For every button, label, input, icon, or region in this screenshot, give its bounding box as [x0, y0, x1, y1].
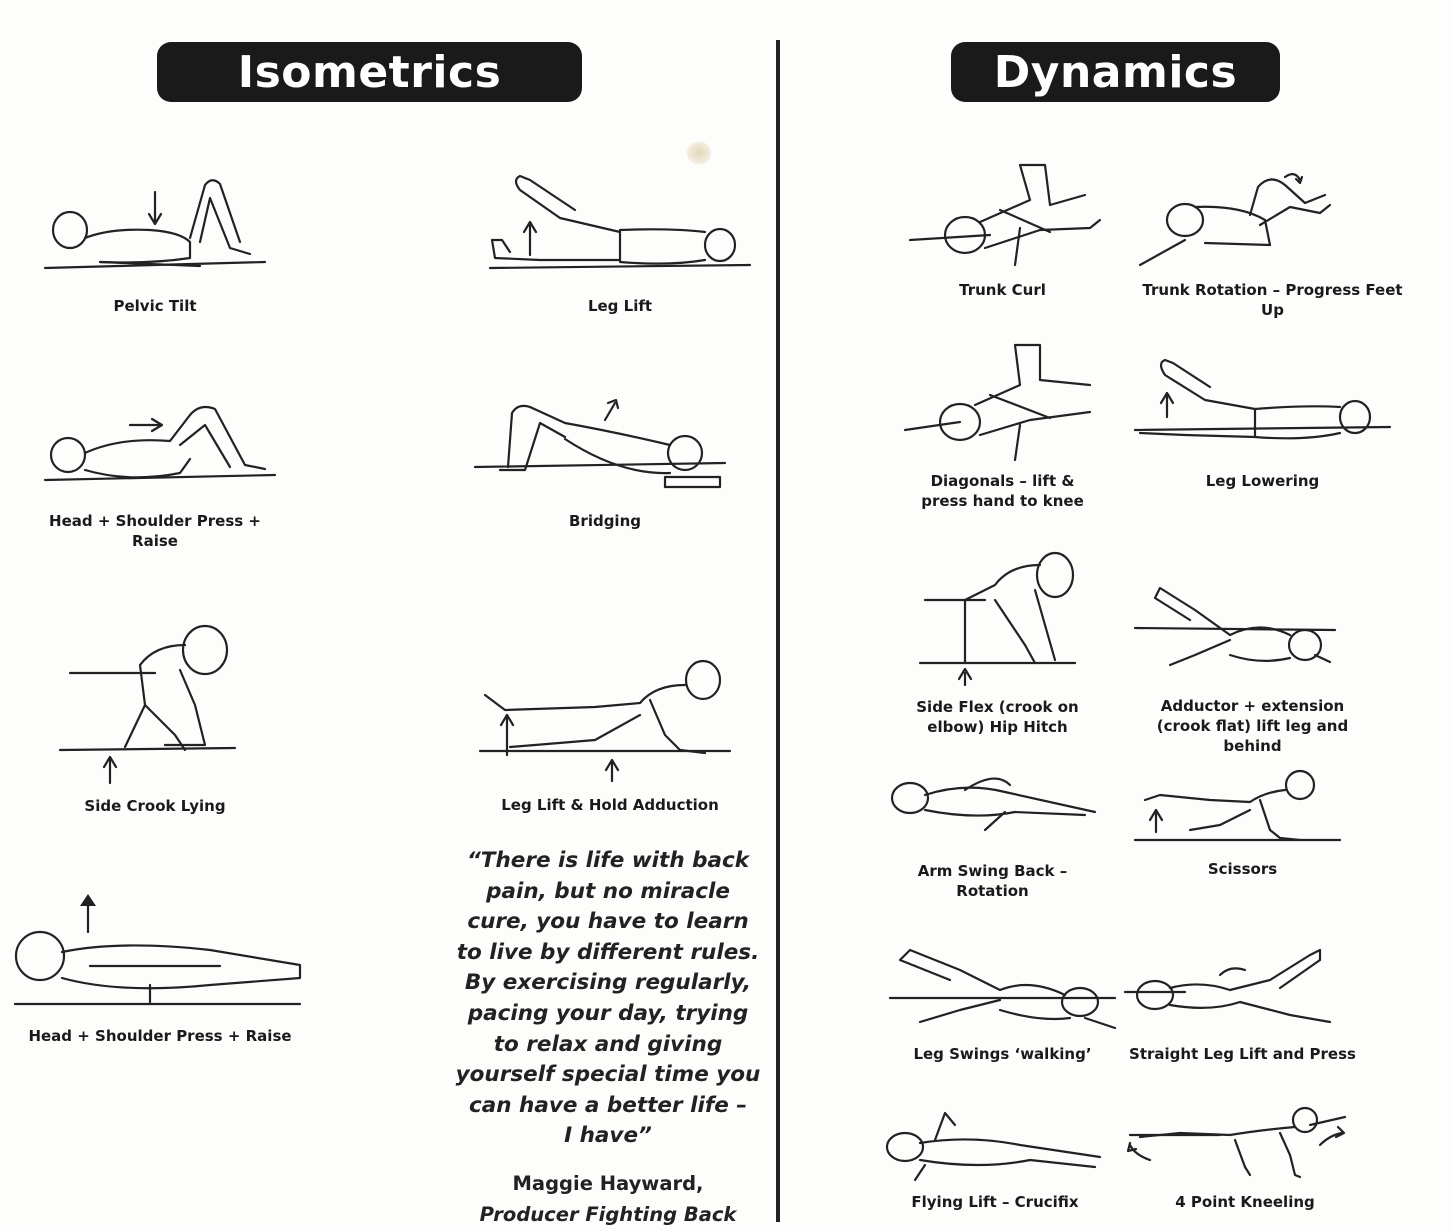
isometrics-heading: [157, 42, 582, 102]
exercise-head-shoulder-press-raise: [30, 395, 280, 550]
isometrics-heading-text: Isometrics: [237, 46, 502, 98]
exercise-caption: Pelvic Tilt: [113, 297, 197, 315]
bridging-figure: [470, 395, 740, 490]
quote-author-role: Producer Fighting Back: [479, 1203, 737, 1226]
exercise-caption: Trunk Rotation – Progress Feet Up: [1142, 281, 1403, 319]
quote-line: “There is life with back: [466, 848, 750, 873]
exercise-bridging: [470, 395, 740, 535]
exercise-caption: Head + Shoulder Press + Raise: [28, 1027, 292, 1045]
exercise-straight-leg-lift-press: [1120, 940, 1365, 1065]
quote-line: yourself special time you: [455, 1062, 761, 1088]
exercise-caption: Scissors: [1207, 860, 1278, 878]
exercise-caption: Leg Lift: [587, 297, 653, 315]
quote-line: cure, you have to learn: [467, 909, 749, 935]
exercise-caption: Leg Lift & Hold Adduction: [501, 796, 719, 814]
exercise-caption: Leg Lowering: [1205, 472, 1320, 490]
arm-swing-figure: [885, 770, 1100, 850]
quote-line: By exercising regularly,: [464, 970, 752, 996]
adductor-extension-figure: [1130, 580, 1375, 680]
side-flex-figure: [915, 545, 1080, 675]
exercise-caption: Diagonals – lift & press hand to knee: [921, 472, 1084, 510]
leg-lift-adduction-figure: [475, 655, 745, 785]
leg-lowering-figure: [1125, 355, 1400, 455]
exercise-caption: Leg Swings ‘walking’: [913, 1045, 1092, 1063]
exercise-caption: Head + Shoulder Press + Raise: [49, 512, 261, 550]
exercise-caption: 4 Point Kneeling: [1175, 1193, 1315, 1211]
head-shoulder-press-figure: [30, 395, 280, 490]
exercise-caption: Straight Leg Lift and Press: [1129, 1045, 1356, 1063]
leg-lift-figure: [480, 170, 760, 270]
leg-swings-figure: [880, 940, 1125, 1030]
exercise-caption: Trunk Curl: [959, 281, 1046, 299]
paper-stain: [686, 141, 712, 165]
exercise-caption: Side Crook Lying: [84, 797, 226, 815]
exercise-diagonals: [890, 340, 1115, 520]
exercise-leg-lift: [480, 170, 760, 320]
quote-line: pain, but no miracle: [486, 878, 730, 904]
side-crook-lying-figure: [55, 615, 255, 775]
trunk-curl-figure: [900, 160, 1105, 270]
exercise-scissors: [1130, 770, 1355, 885]
exercise-caption: Flying Lift – Crucifix: [911, 1193, 1079, 1211]
quote-line: to relax and giving: [493, 1031, 723, 1057]
exercise-caption: Arm Swing Back – Rotation: [917, 862, 1068, 900]
exercise-head-shoulder-press-raise-prone: [10, 890, 310, 1050]
diagonals-figure: [890, 340, 1115, 465]
exercise-trunk-curl: [900, 160, 1105, 305]
exercise-caption: Adductor + extension (crook flat) lift leg and behind: [1156, 697, 1349, 755]
exercise-caption: Side Flex (crook on elbow) Hip Hitch: [916, 698, 1079, 736]
quote-attribution: [452, 1168, 764, 1230]
exercise-side-crook-lying: [55, 615, 255, 820]
exercise-side-flex-hip-hitch: [915, 545, 1080, 740]
prone-press-figure: [10, 890, 310, 1015]
pelvic-tilt-figure: [40, 170, 270, 270]
exercise-adductor-extension: [1130, 580, 1375, 755]
four-point-kneeling-figure: [1120, 1105, 1370, 1185]
exercise-leg-lift-hold-adduction: [475, 655, 745, 820]
quote-line: pacing your day, trying: [467, 1000, 749, 1026]
quote-line: can have a better life –: [468, 1092, 748, 1118]
exercise-flying-lift-crucifix: [880, 1105, 1110, 1220]
exercise-leg-lowering: [1125, 355, 1400, 500]
testimonial-quote: [452, 846, 764, 1152]
dynamics-heading: [951, 42, 1280, 102]
quote-line: to live by different rules.: [456, 939, 760, 965]
trunk-rotation-figure: [1130, 165, 1415, 270]
exercise-trunk-rotation: [1130, 165, 1415, 319]
exercise-arm-swing-back: [885, 770, 1100, 900]
column-divider: [776, 40, 780, 1222]
exercise-leg-swings-walking: [880, 940, 1125, 1065]
exercise-pelvic-tilt: [40, 170, 270, 320]
straight-leg-lift-figure: [1120, 940, 1365, 1030]
exercise-4-point-kneeling: [1120, 1105, 1370, 1220]
quote-author: Maggie Hayward,: [512, 1172, 704, 1195]
scissors-figure: [1130, 770, 1355, 850]
exercise-caption: Bridging: [568, 512, 641, 530]
flying-lift-figure: [880, 1105, 1110, 1185]
dynamics-heading-text: Dynamics: [993, 46, 1238, 98]
quote-line: I have”: [564, 1123, 652, 1149]
